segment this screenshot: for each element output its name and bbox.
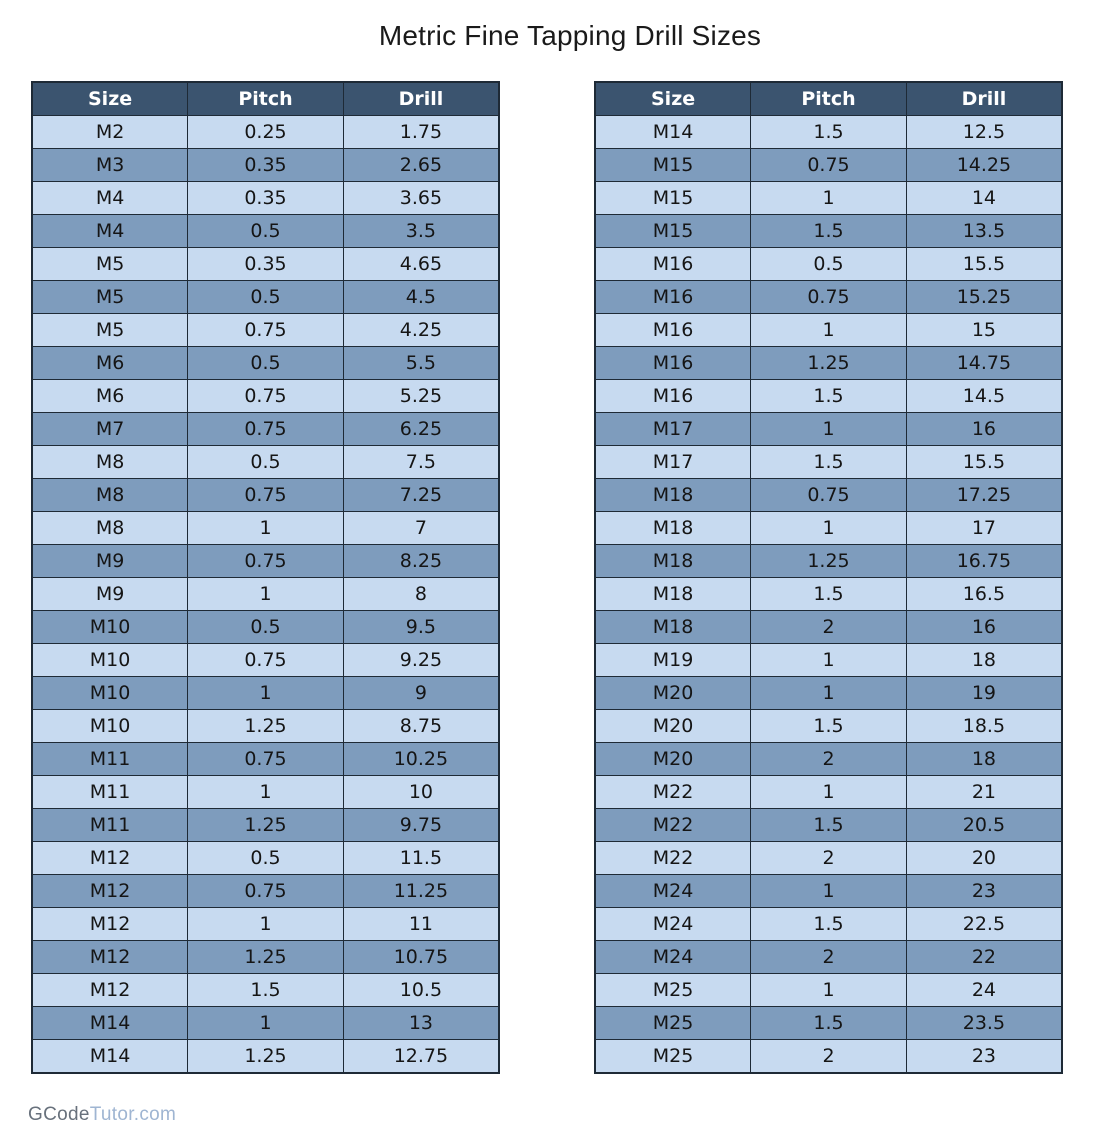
table-cell: 1.5 [751,116,907,149]
table-cell: 17.25 [906,479,1062,512]
table-cell: 1.25 [188,710,344,743]
table-row [595,1040,1062,1074]
table-cell: 1 [751,875,907,908]
table-cell: M20 [595,743,751,776]
table-cell: 1 [751,677,907,710]
table-row [32,446,499,479]
table-cell: 1 [188,677,344,710]
table-cell: 0.75 [751,479,907,512]
table-cell: 1 [188,512,344,545]
page-title: Metric Fine Tapping Drill Sizes [378,20,762,51]
table-cell: M6 [32,380,188,413]
table-row [595,512,1062,545]
table-cell: 15.5 [906,446,1062,479]
table-cell: 1.5 [751,380,907,413]
table-cell: 2 [751,941,907,974]
table-cell: 16 [906,611,1062,644]
table-cell: 1 [188,578,344,611]
table-cell: M5 [32,314,188,347]
table-cell: M10 [32,710,188,743]
table-cell: 7 [343,512,499,545]
table-cell: 22.5 [906,908,1062,941]
table-cell: 14.25 [906,149,1062,182]
table-row [595,545,1062,578]
table-cell: 18 [906,644,1062,677]
table-cell: 16.75 [906,545,1062,578]
table-cell: 1.25 [188,809,344,842]
table-cell: M22 [595,776,751,809]
table-row [595,809,1062,842]
table-row [595,248,1062,281]
table-cell: M24 [595,941,751,974]
table-cell: 2.65 [343,149,499,182]
table-cell: 0.75 [188,413,344,446]
table-cell: M14 [32,1007,188,1040]
table-cell: 1.5 [751,215,907,248]
column-header: Size [595,82,751,116]
header-row [595,82,1062,116]
drill-size-table [594,81,1063,1074]
table-row [32,182,499,215]
table-row [595,347,1062,380]
table-cell: 1.5 [751,446,907,479]
table-cell: M25 [595,1007,751,1040]
table-cell: M16 [595,248,751,281]
table-cell: M15 [595,215,751,248]
table-cell: 20.5 [906,809,1062,842]
table-cell: 1.25 [751,347,907,380]
table-cell: 0.5 [188,842,344,875]
table-row [32,809,499,842]
table-cell: M19 [595,644,751,677]
table-row [595,281,1062,314]
right-table-container [594,81,1063,1074]
table-row [32,941,499,974]
table-row [32,1040,499,1074]
table-cell: 9.5 [343,611,499,644]
table-cell: 1 [751,314,907,347]
table-cell: M9 [32,578,188,611]
table-row [32,1007,499,1040]
table-row [32,611,499,644]
table-cell: 2 [751,743,907,776]
table-row [595,578,1062,611]
table-cell: M20 [595,677,751,710]
table-row [32,908,499,941]
brand-primary: GCode [28,1104,90,1125]
table-row [595,479,1062,512]
table-cell: 13 [343,1007,499,1040]
table-row [595,677,1062,710]
column-header: Pitch [751,82,907,116]
left-table-container [31,81,500,1074]
table-cell: 8.25 [343,545,499,578]
table-cell: 15 [906,314,1062,347]
table-row [32,578,499,611]
table-cell: M18 [595,578,751,611]
table-cell: 0.75 [751,149,907,182]
table-cell: 3.5 [343,215,499,248]
table-cell: 7.5 [343,446,499,479]
table-cell: 18 [906,743,1062,776]
table-cell: 5.25 [343,380,499,413]
table-cell: 23 [906,1040,1062,1074]
table-cell: 22 [906,941,1062,974]
brand-watermark [28,1104,176,1126]
table-cell: 0.5 [188,446,344,479]
table-row [32,380,499,413]
table-cell: 0.75 [188,380,344,413]
table-row [32,974,499,1007]
table-cell: 18.5 [906,710,1062,743]
table-cell: 2 [751,611,907,644]
table-row [595,314,1062,347]
table-row [595,842,1062,875]
table-row [595,644,1062,677]
column-header: Pitch [188,82,344,116]
table-cell: M10 [32,644,188,677]
table-cell: 0.25 [188,116,344,149]
table-cell: 10 [343,776,499,809]
table-cell: 21 [906,776,1062,809]
table-cell: 12.5 [906,116,1062,149]
table-cell: M11 [32,809,188,842]
brand-secondary: Tutor.com [89,1104,177,1125]
table-cell: M10 [32,677,188,710]
table-cell: M24 [595,875,751,908]
table-cell: 23.5 [906,1007,1062,1040]
table-cell: 14.75 [906,347,1062,380]
table-cell: M4 [32,182,188,215]
table-row [595,215,1062,248]
table-cell: 1 [188,776,344,809]
table-row [595,710,1062,743]
table-cell: M18 [595,545,751,578]
table-cell: 20 [906,842,1062,875]
table-cell: 10.5 [343,974,499,1007]
column-header: Size [32,82,188,116]
table-cell: 14 [906,182,1062,215]
table-cell: 11.25 [343,875,499,908]
table-row [32,710,499,743]
table-cell: M6 [32,347,188,380]
table-cell: 1 [751,413,907,446]
table-cell: M14 [595,116,751,149]
table-cell: 1.5 [188,974,344,1007]
table-cell: 8 [343,578,499,611]
table-cell: 1 [188,1007,344,1040]
table-cell: 16.5 [906,578,1062,611]
table-cell: M18 [595,512,751,545]
table-cell: M16 [595,281,751,314]
table-row [32,248,499,281]
table-cell: 17 [906,512,1062,545]
table-cell: 0.35 [188,182,344,215]
table-row [32,677,499,710]
table-cell: 1.25 [188,1040,344,1074]
table-row [595,611,1062,644]
table-cell: M18 [595,611,751,644]
table-cell: 0.35 [188,149,344,182]
table-cell: 24 [906,974,1062,1007]
table-cell: 1 [751,182,907,215]
table-cell: 10.25 [343,743,499,776]
table-cell: 9.25 [343,644,499,677]
table-cell: 0.5 [188,611,344,644]
table-cell: 0.5 [751,248,907,281]
table-cell: M8 [32,479,188,512]
table-cell: 7.25 [343,479,499,512]
header-row [32,82,499,116]
table-cell: M17 [595,413,751,446]
table-cell: M12 [32,908,188,941]
table-cell: M2 [32,116,188,149]
table-row [32,314,499,347]
table-cell: M10 [32,611,188,644]
table-cell: M22 [595,809,751,842]
table-cell: 0.75 [188,644,344,677]
table-cell: M8 [32,446,188,479]
drill-size-table [31,81,500,1074]
table-row [32,743,499,776]
table-cell: M8 [32,512,188,545]
table-cell: 13.5 [906,215,1062,248]
table-cell: 1.25 [751,545,907,578]
table-cell: 9.75 [343,809,499,842]
table-cell: M25 [595,974,751,1007]
table-cell: 1.5 [751,1007,907,1040]
table-cell: M12 [32,842,188,875]
table-cell: 1.5 [751,578,907,611]
table-cell: M16 [595,347,751,380]
table-row [32,545,499,578]
table-cell: 1 [751,512,907,545]
table-cell: 1 [751,776,907,809]
table-cell: M4 [32,215,188,248]
table-cell: 9 [343,677,499,710]
table-row [595,446,1062,479]
table-cell: 8.75 [343,710,499,743]
table-cell: M17 [595,446,751,479]
table-cell: 0.75 [188,743,344,776]
table-row [595,875,1062,908]
table-cell: 0.75 [188,314,344,347]
table-cell: 11.5 [343,842,499,875]
table-row [595,182,1062,215]
table-row [595,974,1062,1007]
table-cell: M24 [595,908,751,941]
table-cell: 1 [188,908,344,941]
table-row [32,116,499,149]
table-cell: 0.75 [751,281,907,314]
table-row [32,875,499,908]
table-cell: 2 [751,1040,907,1074]
table-cell: M20 [595,710,751,743]
table-cell: M9 [32,545,188,578]
table-cell: M3 [32,149,188,182]
table-cell: M18 [595,479,751,512]
table-cell: 0.75 [188,545,344,578]
table-cell: M16 [595,380,751,413]
table-row [32,512,499,545]
table-cell: M22 [595,842,751,875]
table-cell: M7 [32,413,188,446]
table-cell: 0.75 [188,875,344,908]
column-header: Drill [343,82,499,116]
table-cell: 11 [343,908,499,941]
table-row [595,743,1062,776]
table-row [595,908,1062,941]
table-cell: M11 [32,776,188,809]
table-cell: 0.5 [188,347,344,380]
column-header: Drill [906,82,1062,116]
table-cell: 1.5 [751,809,907,842]
table-cell: M11 [32,743,188,776]
table-cell: M12 [32,974,188,1007]
table-cell: 1.25 [188,941,344,974]
table-cell: 0.75 [188,479,344,512]
table-cell: 1 [751,644,907,677]
table-row [32,413,499,446]
table-row [595,116,1062,149]
table-cell: 14.5 [906,380,1062,413]
table-cell: 0.5 [188,281,344,314]
table-cell: M15 [595,182,751,215]
table-row [595,776,1062,809]
table-row [595,380,1062,413]
table-cell: 16 [906,413,1062,446]
table-cell: M16 [595,314,751,347]
table-cell: M25 [595,1040,751,1074]
table-cell: 0.5 [188,215,344,248]
table-cell: 4.25 [343,314,499,347]
table-cell: 15.5 [906,248,1062,281]
table-row [595,413,1062,446]
table-cell: 5.5 [343,347,499,380]
table-cell: M12 [32,875,188,908]
table-cell: M12 [32,941,188,974]
table-cell: 19 [906,677,1062,710]
table-row [32,479,499,512]
table-cell: 4.65 [343,248,499,281]
table-cell: M14 [32,1040,188,1074]
table-cell: 12.75 [343,1040,499,1074]
table-cell: 10.75 [343,941,499,974]
table-row [595,1007,1062,1040]
table-cell: M5 [32,248,188,281]
table-cell: M15 [595,149,751,182]
table-row [595,941,1062,974]
table-cell: 0.35 [188,248,344,281]
table-cell: 1 [751,974,907,1007]
table-row [32,149,499,182]
table-row [32,215,499,248]
table-row [32,644,499,677]
table-cell: 1.5 [751,710,907,743]
table-cell: 6.25 [343,413,499,446]
table-cell: 1.5 [751,908,907,941]
table-cell: M5 [32,281,188,314]
table-row [595,149,1062,182]
table-cell: 23 [906,875,1062,908]
table-row [32,842,499,875]
table-row [32,776,499,809]
table-row [32,347,499,380]
table-cell: 1.75 [343,116,499,149]
table-cell: 3.65 [343,182,499,215]
table-cell: 4.5 [343,281,499,314]
table-row [32,281,499,314]
table-cell: 2 [751,842,907,875]
table-cell: 15.25 [906,281,1062,314]
